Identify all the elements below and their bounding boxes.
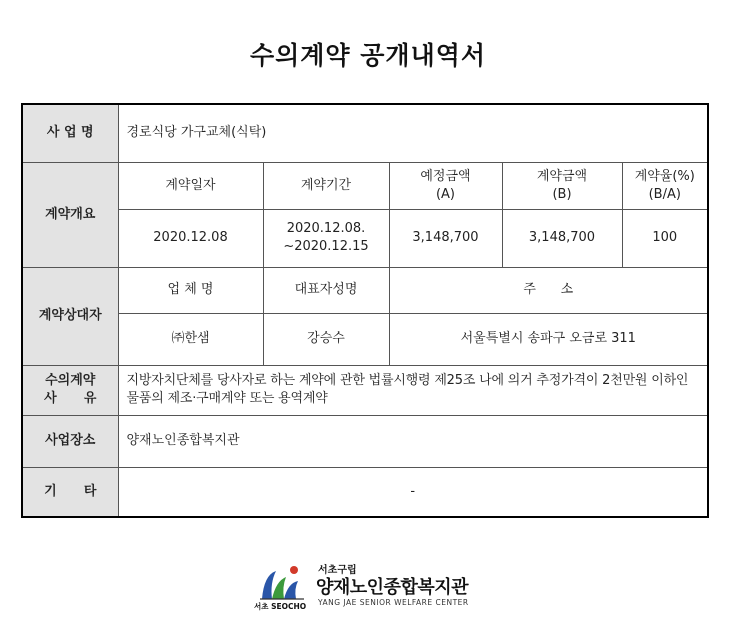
welfare-center-logo (254, 561, 484, 613)
contract-table (21, 103, 709, 518)
row-counterparty-headers (22, 267, 708, 313)
row-overview-values (22, 209, 708, 267)
representative-value: 강승수 (263, 313, 389, 365)
business-name-label: 사 업 명 (22, 104, 118, 162)
representative-header: 대표자성명 (263, 267, 389, 313)
document-title: 수의계약 공개내역서 (249, 41, 487, 70)
contract-period-header: 계약기간 (263, 162, 389, 209)
row-reason (22, 365, 708, 415)
location-value: 양재노인종합복지관 (118, 415, 708, 467)
logo-name: 양재노인종합복지관 (316, 577, 468, 598)
estimated-amount-header: 예정금액 (A) (389, 162, 502, 209)
reason-label-line1: 수의계약 (45, 373, 96, 389)
company-name-header: 업 체 명 (118, 267, 263, 313)
address-value: 서울특별시 송파구 오금로 311 (389, 313, 708, 365)
logo-english-name: YANG JAE SENIOR WELFARE CENTER (318, 598, 469, 607)
other-value: - (118, 467, 708, 517)
logo-subtitle: 서초구립 (318, 565, 357, 576)
contract-period-value: 2020.12.08. ~2020.12.15 (263, 209, 389, 267)
estimated-amount-value: 3,148,700 (389, 209, 502, 267)
address-header: 주 소 (389, 267, 708, 313)
company-name-value: ㈜한샘 (118, 313, 263, 365)
contract-overview-label: 계약개요 (22, 162, 118, 267)
counterparty-label: 계약상대자 (22, 267, 118, 365)
row-other (22, 467, 708, 517)
reason-value: 지방자치단체를 당사자로 하는 계약에 관한 법률시행령 제25조 나에 의거 추정가격이 2천만원 이하인 물품의 제조·구매계약 또는 용역계약 (118, 365, 708, 415)
row-business-name (22, 104, 708, 162)
other-label: 기 타 (22, 467, 118, 517)
row-overview-headers (22, 162, 708, 209)
contract-amount-value: 3,148,700 (502, 209, 622, 267)
business-name-value: 경로식당 가구교체(식탁) (118, 104, 708, 162)
reason-label-line2: 사 유 (44, 391, 97, 406)
contract-amount-header: 계약금액 (B) (502, 162, 622, 209)
seocho-text: 서초 SEOCHO (254, 602, 307, 611)
contract-date-header: 계약일자 (118, 162, 263, 209)
contract-rate-header: 계약율(%) (B/A) (622, 162, 708, 209)
location-label: 사업장소 (22, 415, 118, 467)
row-location (22, 415, 708, 467)
contract-rate-value: 100 (622, 209, 708, 267)
row-counterparty-values (22, 313, 708, 365)
contract-date-value: 2020.12.08 (118, 209, 263, 267)
reason-label (22, 365, 118, 415)
